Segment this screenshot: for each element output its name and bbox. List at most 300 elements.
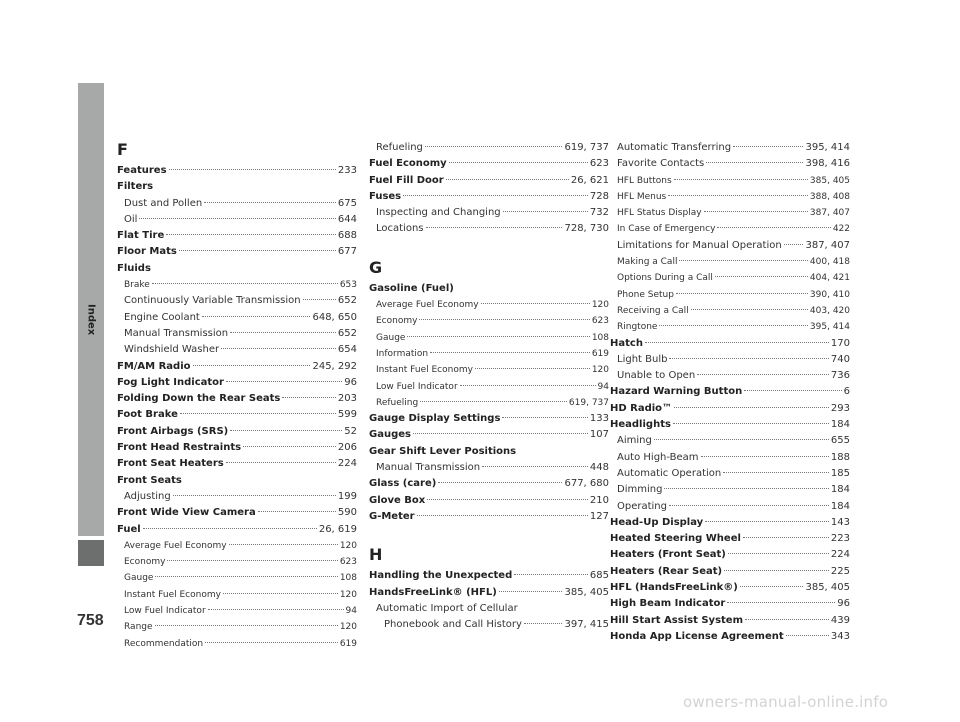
index-entry xyxy=(117,522,357,538)
dot-leader xyxy=(229,544,338,545)
index-entry xyxy=(610,205,850,221)
dot-leader xyxy=(701,456,829,457)
entry-term: FM/AM Radio xyxy=(117,360,191,372)
index-entry xyxy=(117,277,357,293)
entry-term: Flat Tire xyxy=(117,230,165,242)
index-entry xyxy=(117,261,357,277)
index-entry xyxy=(369,156,609,172)
index-entry xyxy=(610,531,850,547)
index-entry xyxy=(610,547,850,563)
entry-page-ref: 385, 405 xyxy=(809,175,850,186)
footer-watermark: owners-manual-online.info xyxy=(683,693,889,711)
dot-leader xyxy=(706,162,803,163)
entry-page-ref: 590 xyxy=(337,507,357,519)
index-entry xyxy=(610,254,850,270)
entry-term: Gauge xyxy=(124,573,154,584)
entry-term: Foot Brake xyxy=(117,409,178,421)
index-entry xyxy=(117,391,357,407)
entry-page-ref: 293 xyxy=(830,402,850,414)
entry-page-ref: 728, 730 xyxy=(564,223,609,235)
entry-term: HFL Status Display xyxy=(617,208,702,219)
index-entry xyxy=(610,482,850,498)
entry-term: Gear Shift Lever Positions xyxy=(369,445,517,457)
dot-leader xyxy=(258,511,336,512)
entry-term: Manual Transmission xyxy=(124,327,229,339)
entry-page-ref: 185 xyxy=(830,467,850,479)
dot-leader xyxy=(407,336,589,337)
dot-leader xyxy=(691,309,808,310)
index-entry xyxy=(610,319,850,335)
dot-leader xyxy=(419,319,589,320)
index-entry xyxy=(610,156,850,172)
entry-term: Engine Coolant xyxy=(124,311,200,323)
entry-term: Options During a Call xyxy=(617,273,713,284)
entry-term: Dust and Pollen xyxy=(124,197,203,209)
entry-page-ref: 199 xyxy=(337,490,357,502)
entry-page-ref: 96 xyxy=(344,376,357,388)
index-entry xyxy=(117,407,357,423)
dot-leader xyxy=(743,537,829,538)
index-entry xyxy=(117,587,357,603)
entry-term: Economy xyxy=(376,316,418,327)
entry-page-ref: 120 xyxy=(339,540,357,551)
entry-page-ref: 385, 405 xyxy=(805,582,850,594)
index-entry xyxy=(610,417,850,433)
index-entry xyxy=(610,238,850,254)
entry-term: Average Fuel Economy xyxy=(124,540,227,551)
index-entry xyxy=(610,270,850,286)
entry-term: G-Meter xyxy=(369,510,415,522)
entry-page-ref: 203 xyxy=(337,393,357,405)
dot-leader xyxy=(166,234,336,235)
entry-term: Continuously Variable Transmission xyxy=(124,295,301,307)
entry-term: Glass (care) xyxy=(369,478,437,490)
index-entry xyxy=(117,619,357,635)
index-entry xyxy=(117,244,357,260)
entry-page-ref: 654 xyxy=(337,344,357,356)
entry-term: Instant Fuel Economy xyxy=(376,365,473,376)
page-number: 758 xyxy=(77,612,104,629)
index-entry xyxy=(610,499,850,515)
index-entry xyxy=(369,205,609,221)
index-entry xyxy=(369,617,609,633)
entry-term: Hazard Warning Button xyxy=(610,386,743,398)
entry-page-ref: 233 xyxy=(337,165,357,176)
dot-leader xyxy=(723,472,829,473)
entry-term: Windshield Washer xyxy=(124,344,220,356)
dot-leader xyxy=(403,195,588,196)
entry-term: Heaters (Rear Seat) xyxy=(610,565,723,577)
entry-term: Front Wide View Camera xyxy=(117,507,256,519)
dot-leader xyxy=(482,466,588,467)
index-entry xyxy=(610,287,850,303)
entry-page-ref: 385, 405 xyxy=(564,586,609,598)
index-entry xyxy=(610,515,850,531)
entry-page-ref: 388, 408 xyxy=(809,191,850,202)
entry-page-ref: 652 xyxy=(337,295,357,307)
entry-page-ref: 120 xyxy=(339,589,357,600)
dot-leader xyxy=(704,211,808,212)
side-tab-label: Index xyxy=(85,304,97,336)
entry-term: Front Airbags (SRS) xyxy=(117,425,229,437)
entry-page-ref: 623 xyxy=(591,316,609,327)
entry-page-ref: 120 xyxy=(591,300,609,311)
index-entry xyxy=(369,568,609,584)
entry-page-ref: 623 xyxy=(339,557,357,568)
entry-page-ref: 184 xyxy=(830,419,850,431)
entry-term: Handling the Unexpected xyxy=(369,570,513,582)
dot-leader xyxy=(180,413,336,414)
dot-leader xyxy=(679,260,807,261)
entry-term: Inspecting and Changing xyxy=(376,207,501,219)
index-entry xyxy=(117,359,357,375)
entry-page-ref: 210 xyxy=(589,494,609,506)
entry-page-ref: 398, 416 xyxy=(805,158,850,170)
entry-term: Head-Up Display xyxy=(610,516,704,528)
entry-term: Hill Start Assist System xyxy=(610,614,743,626)
entry-term: Low Fuel Indicator xyxy=(376,381,458,392)
entry-page-ref: 170 xyxy=(830,337,850,349)
entry-page-ref: 390, 410 xyxy=(809,289,850,300)
index-entry xyxy=(117,310,357,326)
entry-page-ref: 728 xyxy=(589,190,609,202)
entry-term: High Beam Indicator xyxy=(610,598,726,610)
index-entry xyxy=(117,554,357,570)
entry-term: Instant Fuel Economy xyxy=(124,589,221,600)
entry-term: Honda App License Agreement xyxy=(610,630,784,642)
index-entry xyxy=(610,384,850,400)
entry-term: Information xyxy=(376,348,429,359)
dot-leader xyxy=(676,293,808,294)
entry-term: Filters xyxy=(117,181,154,193)
dot-leader xyxy=(673,423,829,424)
entry-term: Hatch xyxy=(610,337,643,349)
dot-leader xyxy=(139,218,335,219)
index-entry xyxy=(369,189,609,205)
entry-page-ref: 599 xyxy=(337,409,357,421)
dot-leader xyxy=(420,401,567,402)
index-entry xyxy=(117,342,357,358)
entry-page-ref: 677, 680 xyxy=(564,478,609,490)
dot-leader xyxy=(169,169,336,170)
entry-page-ref: 120 xyxy=(591,365,609,376)
dot-leader xyxy=(221,348,336,349)
entry-list xyxy=(369,140,609,238)
index-entry xyxy=(610,189,850,205)
section-letter-f: F xyxy=(117,140,128,159)
dot-leader xyxy=(745,619,829,620)
index-entry xyxy=(610,303,850,319)
entry-page-ref: 225 xyxy=(830,565,850,577)
index-entry xyxy=(117,473,357,489)
dot-leader xyxy=(668,195,808,196)
dot-leader xyxy=(733,146,803,147)
entry-page-ref: 740 xyxy=(830,353,850,365)
entry-term: Dimming xyxy=(617,484,663,496)
entry-term: Front Seats xyxy=(117,474,182,486)
entry-page-ref: 677 xyxy=(337,246,357,258)
entry-term: Range xyxy=(124,622,153,633)
index-entry xyxy=(117,375,357,391)
dot-leader xyxy=(475,368,590,369)
entry-term: Average Fuel Economy xyxy=(376,300,479,311)
section-letter-h: H xyxy=(369,545,383,565)
entry-list xyxy=(369,568,609,633)
entry-term: Light Bulb xyxy=(617,353,668,365)
index-entry xyxy=(610,368,850,384)
dot-leader xyxy=(427,499,588,500)
entry-page-ref: 120 xyxy=(339,622,357,633)
entry-page-ref: 143 xyxy=(830,516,850,528)
dot-leader xyxy=(152,283,338,284)
dot-leader xyxy=(460,385,596,386)
index-entry xyxy=(117,163,357,179)
entry-term: Refueling xyxy=(376,397,419,408)
dot-leader xyxy=(230,430,342,431)
entry-term: Locations xyxy=(376,223,424,235)
index-column-3 xyxy=(610,140,850,645)
entry-page-ref: 395, 414 xyxy=(809,322,850,333)
dot-leader xyxy=(204,202,336,203)
entry-term: Fog Light Indicator xyxy=(117,376,224,388)
entry-page-ref: 96 xyxy=(837,598,850,610)
index-entry xyxy=(610,450,850,466)
index-entry xyxy=(610,401,850,417)
entry-page-ref: 223 xyxy=(830,533,850,545)
dot-leader xyxy=(697,374,829,375)
index-entry xyxy=(610,466,850,482)
entry-term: Heated Steering Wheel xyxy=(610,533,741,545)
entry-page-ref: 6 xyxy=(843,386,850,398)
dot-leader xyxy=(413,433,588,434)
entry-term: Low Fuel Indicator xyxy=(124,606,206,617)
entry-page-ref: 404, 421 xyxy=(809,273,850,284)
entry-page-ref: 732 xyxy=(589,207,609,219)
entry-page-ref: 400, 418 xyxy=(809,257,850,268)
index-entry xyxy=(369,313,609,329)
dot-leader xyxy=(524,623,563,624)
entry-page-ref: 184 xyxy=(830,500,850,512)
dot-leader xyxy=(155,576,337,577)
dot-leader xyxy=(654,439,829,440)
entry-page-ref: 395, 414 xyxy=(805,142,850,153)
index-entry xyxy=(610,336,850,352)
entry-term: Fuel xyxy=(117,523,141,535)
dot-leader xyxy=(645,342,829,343)
entry-page-ref: 108 xyxy=(591,332,609,343)
entry-list xyxy=(369,281,609,525)
index-entry xyxy=(369,297,609,313)
index-entry xyxy=(610,596,850,612)
index-entry xyxy=(117,636,357,652)
entry-term: Glove Box xyxy=(369,494,426,506)
index-entry xyxy=(369,221,609,237)
entry-term: Aiming xyxy=(617,435,652,447)
dot-leader xyxy=(502,417,588,418)
entry-term: Fuel Fill Door xyxy=(369,174,444,186)
entry-term: Automatic Operation xyxy=(617,467,722,479)
dot-leader xyxy=(179,250,336,251)
dot-leader xyxy=(705,521,829,522)
entry-page-ref: 206 xyxy=(337,442,357,454)
dot-leader xyxy=(143,528,317,529)
entry-term: Gauge xyxy=(376,332,406,343)
dot-leader xyxy=(664,488,828,489)
entry-page-ref: 653 xyxy=(339,280,357,291)
entry-page-ref: 127 xyxy=(589,510,609,522)
entry-page-ref: 26, 619 xyxy=(318,523,357,535)
index-entry xyxy=(369,395,609,411)
index-entry xyxy=(369,476,609,492)
entry-term: Front Seat Heaters xyxy=(117,458,224,470)
index-column-2 xyxy=(369,140,609,633)
index-entry xyxy=(369,509,609,525)
index-entry xyxy=(117,440,357,456)
entry-page-ref: 343 xyxy=(830,630,850,642)
entry-page-ref: 397, 415 xyxy=(564,619,609,631)
entry-term: Heaters (Front Seat) xyxy=(610,549,726,561)
entry-page-ref: 688 xyxy=(337,230,357,242)
index-entry xyxy=(117,538,357,554)
entry-term: Ringtone xyxy=(617,322,658,333)
dot-leader xyxy=(282,397,336,398)
entry-page-ref: 94 xyxy=(597,381,609,392)
entry-term: Oil xyxy=(124,213,138,225)
dot-leader xyxy=(303,299,336,300)
entry-term: Phone Setup xyxy=(617,289,674,300)
dot-leader xyxy=(205,642,338,643)
index-entry xyxy=(369,362,609,378)
entry-list xyxy=(610,140,850,645)
entry-term: Headlights xyxy=(610,419,671,431)
index-entry xyxy=(610,613,850,629)
index-entry xyxy=(369,444,609,460)
index-entry xyxy=(369,601,609,617)
entry-term: Manual Transmission xyxy=(376,462,481,474)
entry-page-ref: 224 xyxy=(830,549,850,561)
entry-term: Front Head Restraints xyxy=(117,442,242,454)
dot-leader xyxy=(715,276,808,277)
entry-term: Auto High-Beam xyxy=(617,451,699,463)
entry-page-ref: 652 xyxy=(337,327,357,339)
entry-term: Gauge Display Settings xyxy=(369,413,501,425)
index-entry xyxy=(369,460,609,476)
index-entry xyxy=(369,140,609,156)
entry-page-ref: 52 xyxy=(344,425,357,437)
entry-page-ref: 26, 621 xyxy=(570,174,609,186)
index-entry xyxy=(117,196,357,212)
dot-leader xyxy=(226,462,336,463)
entry-term: Automatic Import of Cellular xyxy=(376,602,518,614)
entry-page-ref: 133 xyxy=(589,413,609,425)
index-entry xyxy=(369,346,609,362)
dot-leader xyxy=(728,553,829,554)
entry-term: Limitations for Manual Operation xyxy=(617,239,782,251)
dot-leader xyxy=(167,560,337,561)
entry-page-ref: 448 xyxy=(589,462,609,474)
entry-term: Recommendation xyxy=(124,638,204,649)
index-entry xyxy=(117,424,357,440)
dot-leader xyxy=(674,179,808,180)
index-entry xyxy=(369,330,609,346)
entry-page-ref: 245, 292 xyxy=(312,360,357,372)
entry-term: Brake xyxy=(124,280,150,291)
dot-leader xyxy=(438,482,562,483)
index-entry xyxy=(117,570,357,586)
entry-term: HandsFreeLink® (HFL) xyxy=(369,586,497,598)
entry-page-ref: 387, 407 xyxy=(805,239,850,251)
entry-term: Gauges xyxy=(369,429,411,441)
entry-page-ref: 224 xyxy=(337,458,357,470)
index-entry xyxy=(369,427,609,443)
index-entry xyxy=(117,228,357,244)
dot-leader xyxy=(786,635,829,636)
index-entry xyxy=(117,489,357,505)
entry-page-ref: 107 xyxy=(589,429,609,441)
dot-leader xyxy=(202,316,311,317)
entry-term: Operating xyxy=(617,500,667,512)
dot-leader xyxy=(155,625,338,626)
dot-leader xyxy=(659,325,807,326)
entry-term: Adjusting xyxy=(124,490,171,502)
index-entry xyxy=(117,603,357,619)
index-column-1 xyxy=(117,140,357,652)
entry-term: Unable to Open xyxy=(617,370,696,382)
entry-term: Receiving a Call xyxy=(617,305,689,316)
entry-term: Favorite Contacts xyxy=(617,158,705,170)
dot-leader xyxy=(417,515,588,516)
dot-leader xyxy=(740,586,804,587)
dot-leader xyxy=(499,591,563,592)
index-entry xyxy=(610,629,850,645)
dot-leader xyxy=(446,179,569,180)
entry-page-ref: 403, 420 xyxy=(809,305,850,316)
dot-leader xyxy=(425,146,563,147)
entry-page-ref: 439 xyxy=(830,614,850,626)
index-entry xyxy=(369,585,609,601)
dot-leader xyxy=(243,446,336,447)
entry-list xyxy=(117,163,357,652)
entry-term: Folding Down the Rear Seats xyxy=(117,393,281,405)
dot-leader xyxy=(514,574,588,575)
dot-leader xyxy=(426,227,563,228)
entry-term: Phonebook and Call History xyxy=(384,619,522,631)
dot-leader xyxy=(430,352,590,353)
index-entry xyxy=(610,580,850,596)
entry-term: Fluids xyxy=(117,262,151,274)
index-entry xyxy=(117,326,357,342)
index-entry xyxy=(117,456,357,472)
entry-page-ref: 619 xyxy=(591,348,609,359)
entry-page-ref: 619, 737 xyxy=(564,142,609,153)
entry-page-ref: 94 xyxy=(345,606,357,617)
entry-term: HD Radio™ xyxy=(610,402,673,414)
index-entry xyxy=(610,564,850,580)
index-entry xyxy=(369,173,609,189)
section-letter-g: G xyxy=(369,257,383,277)
entry-page-ref: 619, 737 xyxy=(568,397,609,408)
dot-leader xyxy=(674,407,829,408)
entry-page-ref: 188 xyxy=(830,451,850,463)
index-entry xyxy=(610,140,850,156)
entry-page-ref: 644 xyxy=(337,213,357,225)
dot-leader xyxy=(208,609,344,610)
entry-term: Floor Mats xyxy=(117,246,177,258)
entry-term: Gasoline (Fuel) xyxy=(369,282,454,294)
index-entry xyxy=(369,281,609,297)
dot-leader xyxy=(481,303,590,304)
entry-term: Economy xyxy=(124,557,166,568)
